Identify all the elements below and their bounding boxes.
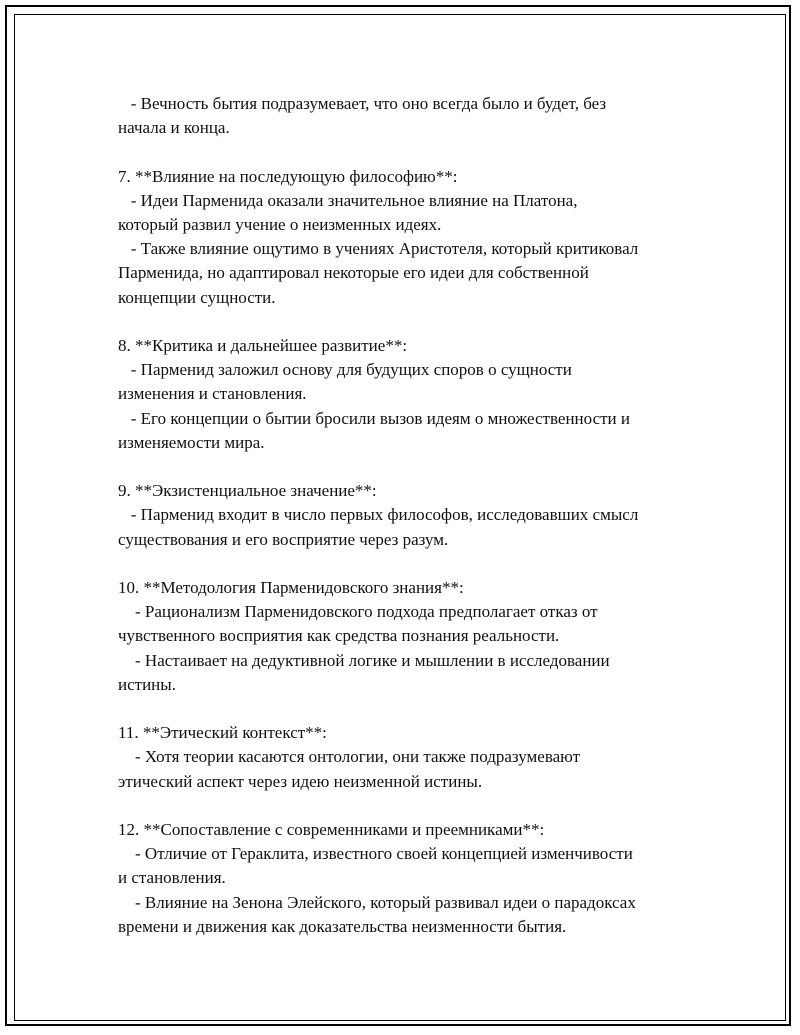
text-line: изменяемости мира. <box>118 432 265 452</box>
section-9 <box>118 479 708 552</box>
text-line: начала и конца. <box>118 118 230 138</box>
section-heading: 8. **Критика и дальнейшее развитие**: <box>118 336 408 355</box>
section-7 <box>118 165 708 310</box>
text-line: - Вечность бытия подразумевает, что оно всегда было и будет, без <box>118 94 607 113</box>
text-line: - Парменид заложил основу для будущих споров о сущности <box>118 360 572 380</box>
paragraph-gap <box>118 455 708 479</box>
text-line: - Идеи Парменида оказали значительное влияние на Платона, <box>118 190 578 210</box>
section-12 <box>118 818 708 939</box>
section-heading: 11. **Этический контекст**: <box>118 723 327 743</box>
intro-block <box>118 92 708 140</box>
paragraph-gap <box>118 310 708 334</box>
text-line: истины. <box>118 674 176 694</box>
section-8 <box>118 334 708 455</box>
section-heading: 9. **Экзистенциальное значение**: <box>118 481 377 501</box>
text-line: концепции сущности. <box>118 287 276 307</box>
section-heading: 10. **Методология Парменидовского знания**: <box>118 578 464 597</box>
text-line: - Хотя теории касаются онтологии, они также подразумевают <box>118 747 581 767</box>
text-line: времени и движения как доказательства неизменности бытия. <box>118 916 567 936</box>
section-10 <box>118 576 708 697</box>
text-line: этический аспект через идею неизменной истины. <box>118 771 483 791</box>
text-line: и становления. <box>118 868 226 888</box>
text-line: Парменида, но адаптировал некоторые его идеи для собственной <box>118 263 589 283</box>
section-heading: 12. **Сопоставление с современниками и преемниками**: <box>118 820 545 839</box>
text-line: - Его концепции о бытии бросили вызов идеям о множественности и <box>118 408 630 428</box>
text-line: - Влияние на Зенона Элейского, который развивал идеи о парадоксах <box>118 892 636 912</box>
paragraph-gap <box>118 140 708 164</box>
text-line: - Рационализм Парменидовского подхода предполагает отказ от <box>118 602 598 622</box>
text-line: - Отличие от Гераклита, известного своей концепцией изменчивости <box>118 844 633 864</box>
section-heading: 7. **Влияние на последующую философию**: <box>118 166 458 186</box>
text-line: - Парменид входит в число первых философов, исследовавших смысл <box>118 505 639 525</box>
text-line: - Настаивает на дедуктивной логике и мышлении в исследовании <box>118 650 610 670</box>
document-body <box>118 92 708 939</box>
text-line: изменения и становления. <box>118 384 307 404</box>
text-line: существования и его восприятие через разум. <box>118 529 449 549</box>
section-11 <box>118 721 708 794</box>
paragraph-gap <box>118 697 708 721</box>
paragraph-gap <box>118 794 708 818</box>
text-line: - Также влияние ощутимо в учениях Аристотеля, который критиковал <box>118 239 639 259</box>
paragraph-gap <box>118 552 708 576</box>
text-line: который развил учение о неизменных идеях. <box>118 215 442 234</box>
text-line: чувственного восприятия как средства познания реальности. <box>118 626 560 646</box>
